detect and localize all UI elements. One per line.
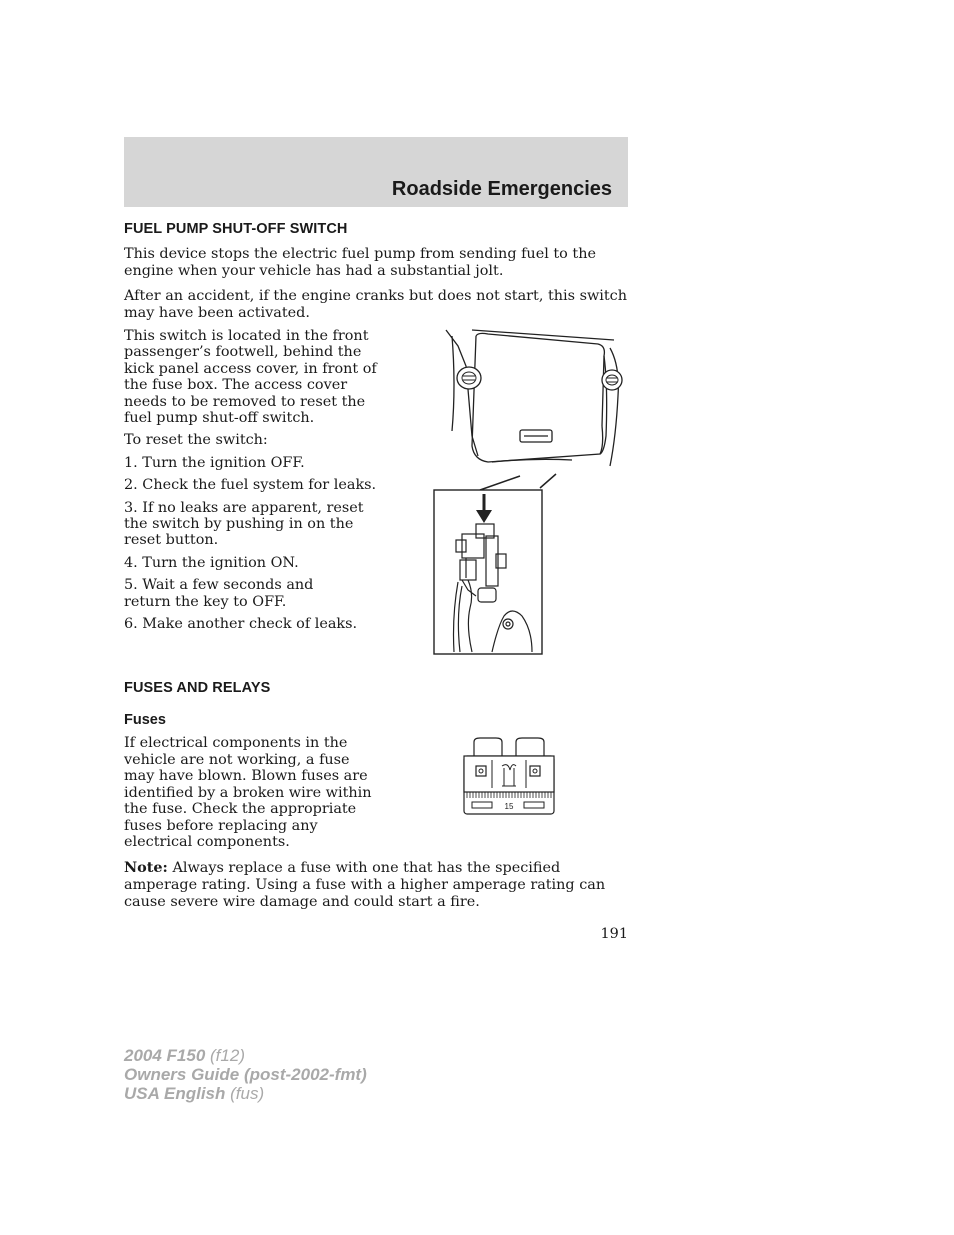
- reset-step-4: 4. Turn the ignition ON.: [124, 555, 299, 571]
- footer: [124, 1046, 367, 1103]
- footer-line-1: [124, 1046, 367, 1065]
- footer-model-code: (f12): [205, 1046, 245, 1065]
- footer-language-code: (fus): [225, 1084, 265, 1103]
- footer-line-2: Owners Guide (post-2002-fmt): [124, 1065, 367, 1084]
- note-text: Always replace a fuse with one that has the specified amperage rating. Using a fuse with a higher amperage rating can cause severe wire damage and could start a fire.: [124, 860, 606, 910]
- fuses-paragraph: If electrical components in the vehicle are not working, a fuse may have blown. Blown fuses are identified by a broken wire within the fuse. Check the appropriate fuses before replacing any electrical components.: [124, 735, 372, 850]
- fuses-relays-heading: FUSES AND RELAYS: [124, 680, 271, 696]
- fuses-subheading: Fuses: [124, 712, 166, 728]
- fuse-illustration: [462, 736, 556, 816]
- fuel-pump-paragraph-3: This switch is located in the front passenger’s footwell, behind the kick panel access cover, in front of the fuse box. The access cover needs to be removed to reset the fuel pump shut-off switch.: [124, 328, 377, 427]
- reset-step-2: 2. Check the fuel system for leaks.: [124, 477, 377, 493]
- footer-language: USA English: [124, 1084, 226, 1103]
- note-label: Note:: [124, 859, 168, 876]
- fuel-pump-switch-illustration: [432, 326, 628, 656]
- fuel-pump-paragraph-1: This device stops the electric fuel pump from sending fuel to the engine when your vehicle has had a substantial jolt.: [124, 246, 596, 279]
- section-title: Roadside Emergencies: [391, 178, 612, 200]
- fuel-pump-paragraph-2: After an accident, if the engine cranks but does not start, this switch may have been activated.: [124, 288, 628, 321]
- fuse-amp-label: 15: [504, 802, 514, 811]
- reset-intro: To reset the switch:: [124, 432, 268, 448]
- footer-model: 2004 F150: [124, 1046, 206, 1065]
- fuel-pump-heading: FUEL PUMP SHUT-OFF SWITCH: [124, 221, 348, 237]
- reset-step-1: 1. Turn the ignition OFF.: [124, 455, 305, 471]
- header-bar: [124, 137, 628, 207]
- reset-step-3: 3. If no leaks are apparent, reset the switch by pushing in on the reset button.: [124, 500, 364, 549]
- footer-line-3: [124, 1084, 367, 1103]
- fuse-note: [124, 859, 629, 911]
- reset-step-6: 6. Make another check of leaks.: [124, 616, 358, 632]
- reset-step-5: 5. Wait a few seconds and return the key to OFF.: [124, 577, 314, 610]
- page-number: 191: [600, 926, 628, 942]
